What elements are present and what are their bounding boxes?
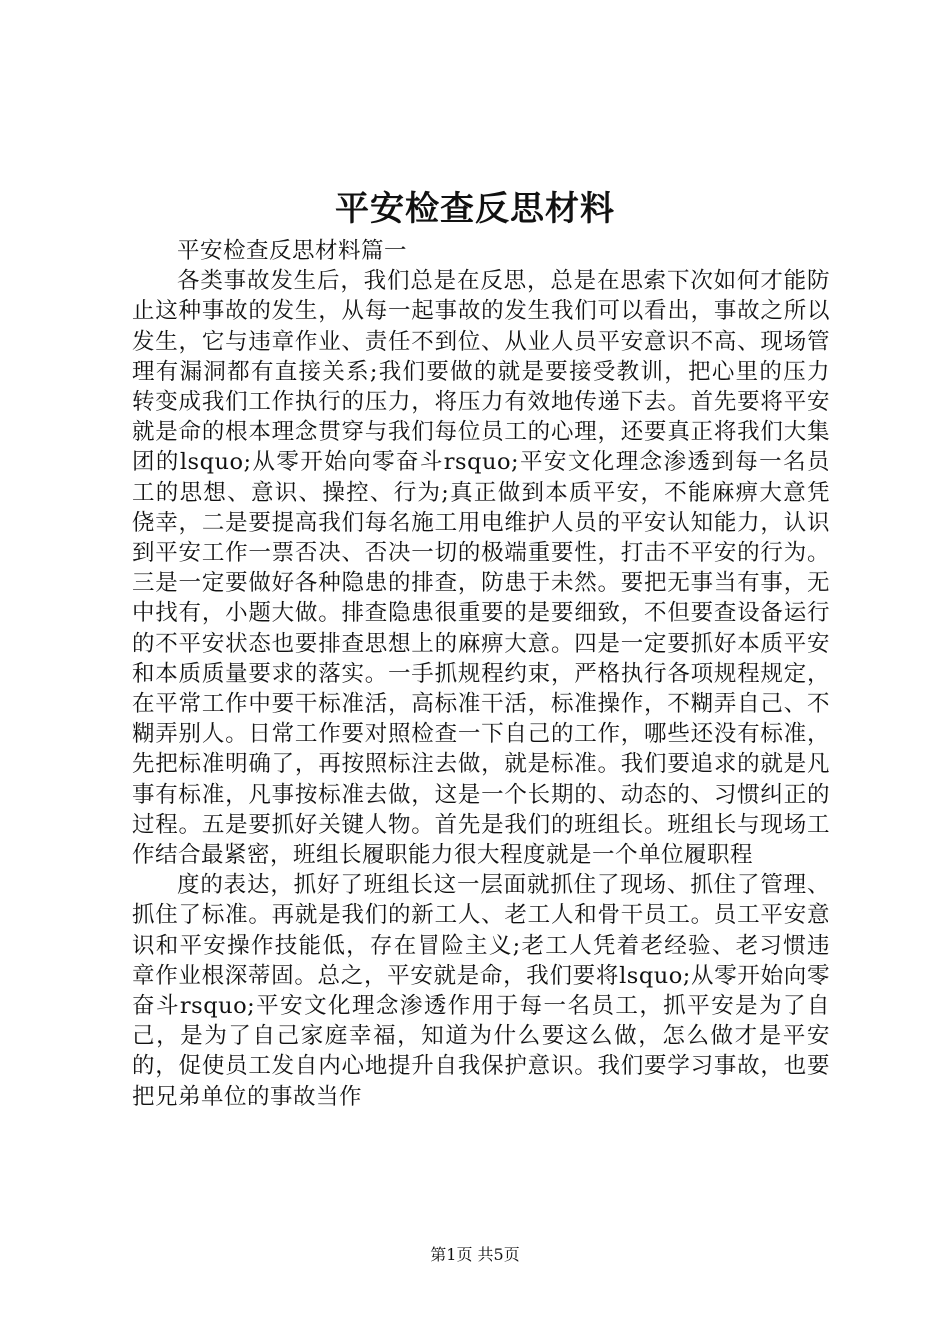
document-title: 平安检查反思材料 xyxy=(335,189,615,229)
document-body xyxy=(132,236,830,1112)
page-footer: 第1页 共5页 xyxy=(430,1245,520,1264)
body-paragraph: 度的表达，抓好了班组长这一层面就抓住了现场、抓住了管理、抓住了标准。再就是我们的新工人、老工人和骨干员工。员工平安意识和平安操作技能低，存在冒险主义;老工人凭着老经验、老习惯违章作业根深蒂固。总之，平安就是命，我们要将lsquo;从零开始向零奋斗rsquo;平安文化理念渗透作用于每一名员工，抓平安是为了自己，是为了自己家庭幸福，知道为什么要这么做，怎么做才是平安的，促使员工发自内心地提升自我保护意识。我们要学习事故，也要把兄弟单位的事故当作 xyxy=(132,872,830,1110)
section-heading: 平安检查反思材料篇一 xyxy=(177,238,408,264)
body-paragraph: 各类事故发生后，我们总是在反思，总是在思索下次如何才能防止这种事故的发生，从每一起事故的发生我们可以看出，事故之所以发生，它与违章作业、责任不到位、从业人员平安意识不高、现场管理有漏洞都有直接关系;我们要做的就是要接受教训，把心里的压力转变成我们工作执行的压力，将压力有效地传递下去。首先要将平安就是命的根本理念贯穿与我们每位员工的心理，还要真正将我们大集团的lsquo;从零开始向零奋斗rsquo;平安文化理念渗透到每一名员工的思想、意识、操控、行为;真正做到本质平安，不能麻痹大意凭侥幸，二是要提高我们每名施工用电维护人员的平安认知能力，认识到平安工作一票否决、否决一切的极端重要性，打击不平安的行为。三是一定要做好各种隐患的排查，防患于未然。要把无事当有事，无中找有，小题大做。排查隐患很重要的是要细致，不但要查设备运行的不平安状态也要排查思想上的麻痹大意。四是一定要抓好本质平安和本质质量要求的落实。一手抓规程约束，严格执行各项规程规定，在平常工作中要干标准活，高标准干活，标准操作，不糊弄自己、不糊弄别人。日常工作要对照检查一下自己的工作，哪些还没有标准，先把标准明确了，再按照标注去做，就是标准。我们要追求的就是凡事有标准，凡事按标准去做，这是一个长期的、动态的、习惯纠正的过程。五是要抓好关键人物。首先是我们的班组长。班组长与现场工作结合最紧密，班组长履职能力很大程度就是一个单位履职程 xyxy=(132,268,830,869)
